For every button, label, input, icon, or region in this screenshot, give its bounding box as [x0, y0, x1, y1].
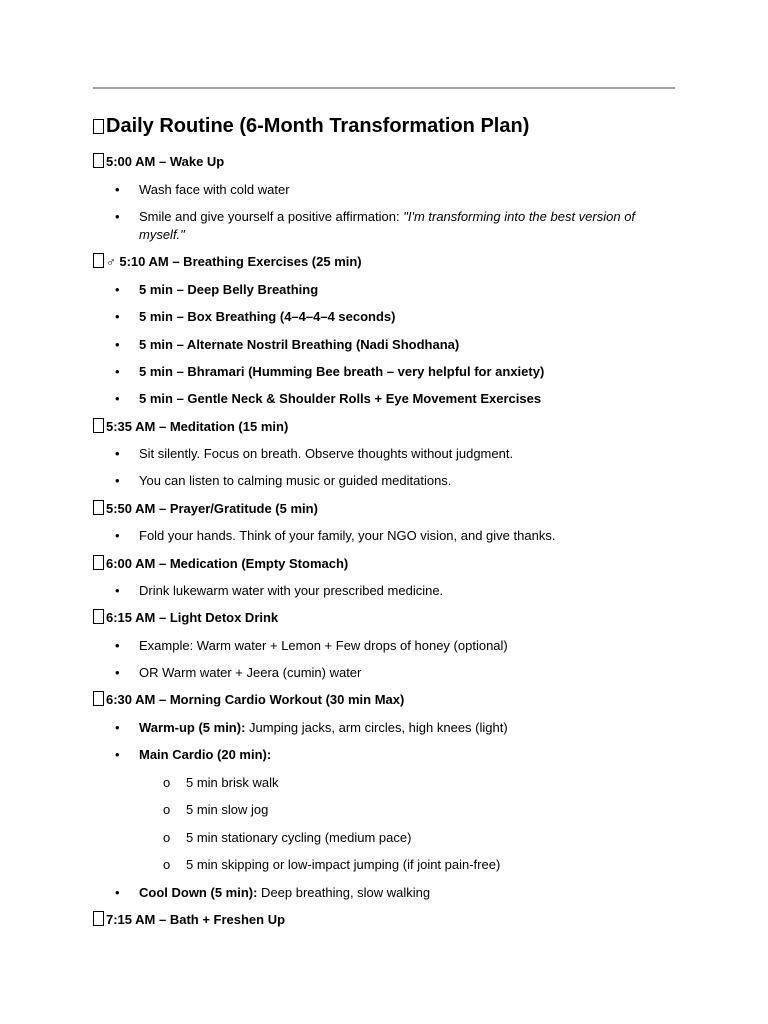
bullet-icon: •: [115, 391, 120, 406]
missing-glyph-icon: [93, 253, 104, 268]
section-title-bath: 7:15 AM – Bath + Freshen Up: [93, 911, 285, 927]
list-item: 5 min – Gentle Neck & Shoulder Rolls + Eye Movement Exercises: [139, 391, 542, 406]
bullet-icon: •: [115, 282, 120, 297]
list-item: Sit silently. Focus on breath. Observe thoughts without judgment.: [139, 446, 514, 461]
bullet-icon: •: [115, 665, 120, 680]
list-item: Cool Down (5 min): Deep breathing, slow walking: [139, 885, 431, 900]
bullet-icon: •: [115, 446, 120, 461]
section-title-breathing: ♂ 5:10 AM – Breathing Exercises (25 min): [93, 253, 362, 269]
bullet-icon: •: [115, 182, 120, 197]
list-item: 5 min – Box Breathing (4–4–4–4 seconds): [139, 309, 396, 324]
bullet-icon: •: [115, 747, 120, 762]
list-item: Smile and give yourself a positive affirmation: "I'm transforming into the best version of myself.": [139, 209, 636, 242]
missing-glyph-icon: [93, 691, 104, 706]
list-item: Example: Warm water + Lemon + Few drops of honey (optional): [139, 638, 508, 653]
bullet-icon: •: [115, 309, 120, 324]
bullet-icon: •: [115, 473, 120, 488]
bullet-icon: •: [115, 528, 120, 543]
sub-bullet-icon: o: [163, 830, 171, 845]
list-item: Main Cardio (20 min):: [139, 747, 272, 762]
sub-bullet-icon: o: [163, 775, 171, 790]
section-title-medication: 6:00 AM – Medication (Empty Stomach): [93, 555, 348, 571]
sub-bullet-icon: o: [163, 857, 171, 872]
bullet-icon: •: [115, 583, 120, 598]
missing-glyph-icon: [93, 911, 104, 926]
missing-glyph-icon: [93, 119, 104, 134]
section-title-meditation: 5:35 AM – Meditation (15 min): [93, 418, 288, 434]
bullet-icon: •: [115, 638, 120, 653]
missing-glyph-icon: [93, 555, 104, 570]
list-item: 5 min – Alternate Nostril Breathing (Nadi Shodhana): [139, 337, 460, 352]
section-title-cardio: 6:30 AM – Morning Cardio Workout (30 min Max): [93, 691, 404, 707]
missing-glyph-icon: [93, 500, 104, 515]
list-item: OR Warm water + Jeera (cumin) water: [139, 665, 362, 680]
section-title-prayer: 5:50 AM – Prayer/Gratitude (5 min): [93, 500, 318, 516]
list-item: Drink lukewarm water with your prescribed medicine.: [139, 583, 444, 598]
list-item: 5 min – Deep Belly Breathing: [139, 282, 319, 297]
list-item: Wash face with cold water: [139, 182, 290, 197]
list-item: You can listen to calming music or guided meditations.: [139, 473, 452, 488]
sub-list-item: 5 min stationary cycling (medium pace): [186, 830, 412, 845]
bullet-icon: •: [115, 209, 120, 224]
bullet-icon: •: [115, 364, 120, 379]
document-heading: Daily Routine (6-Month Transformation Plan): [93, 115, 529, 138]
missing-glyph-icon: [93, 609, 104, 624]
bullet-icon: •: [115, 337, 120, 352]
missing-glyph-icon: [93, 153, 104, 168]
bullet-icon: •: [115, 885, 120, 900]
section-title-wake-up: 5:00 AM – Wake Up: [93, 153, 224, 169]
sub-list-item: 5 min slow jog: [186, 802, 269, 817]
list-item: Fold your hands. Think of your family, your NGO vision, and give thanks.: [139, 528, 556, 543]
section-title-detox: 6:15 AM – Light Detox Drink: [93, 609, 278, 625]
bullet-icon: •: [115, 720, 120, 735]
horizontal-rule: [93, 87, 675, 89]
sub-bullet-icon: o: [163, 802, 171, 817]
missing-glyph-icon: [93, 418, 104, 433]
sub-list-item: 5 min brisk walk: [186, 775, 279, 790]
sub-list-item: 5 min skipping or low-impact jumping (if joint pain-free): [186, 857, 501, 872]
list-item: 5 min – Bhramari (Humming Bee breath – very helpful for anxiety): [139, 364, 545, 379]
list-item: Warm-up (5 min): Jumping jacks, arm circles, high knees (light): [139, 720, 508, 735]
